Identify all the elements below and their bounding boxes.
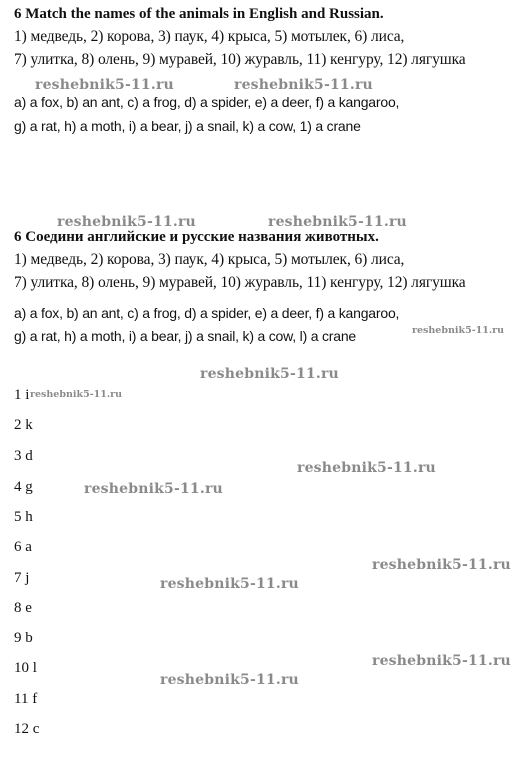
answer-item: 12 c xyxy=(14,721,40,737)
watermark: reshebnik5-11.ru xyxy=(200,366,339,382)
watermark: reshebnik5-11.ru xyxy=(160,672,299,688)
section1-english-line-2: g) a rat, h) a moth, i) a bear, j) a snail, k) a cow, 1) a crane xyxy=(14,118,361,134)
watermark: reshebnik5-11.ru xyxy=(372,557,511,573)
answer-item: 2 k xyxy=(14,417,33,433)
section2-english-line-1: a) a fox, b) an ant, c) a frog, d) a spider, e) a deer, f) a kangaroo, xyxy=(14,305,400,321)
watermark-small: reshebnik5-11.ru xyxy=(30,389,123,400)
section1-heading: 6 Match the names of the animals in English and Russian. xyxy=(14,6,384,22)
watermark: reshebnik5-11.ru xyxy=(57,214,196,230)
section1-russian-line-1: 1) медведь, 2) корова, 3) паук, 4) крыса, 5) мотылек, 6) лиса, xyxy=(14,28,405,45)
answer-item: 10 l xyxy=(14,660,37,676)
answer-item: 5 h xyxy=(14,509,33,525)
watermark-small: reshebnik5-11.ru xyxy=(412,325,505,336)
section1-english-line-1: a) a fox, b) an ant, c) a frog, d) a spider, e) a deer, f) a kangaroo, xyxy=(14,94,400,110)
section2-heading: 6 Соедини английские и русские названия животных. xyxy=(14,229,379,245)
watermark: reshebnik5-11.ru xyxy=(372,653,511,669)
watermark: reshebnik5-11.ru xyxy=(35,77,174,93)
answer-item: 4 g xyxy=(14,479,33,495)
watermark: reshebnik5-11.ru xyxy=(268,214,407,230)
section2-russian-line-2: 7) улитка, 8) олень, 9) муравей, 10) журавль, 11) кенгуру, 12) лягушка xyxy=(14,274,466,291)
answer-item: 1 i xyxy=(14,387,30,403)
section2-english-line-2: g) a rat, h) a moth, i) a bear, j) a snail, k) a cow, l) a crane xyxy=(14,328,357,344)
watermark: reshebnik5-11.ru xyxy=(297,460,436,476)
watermark: reshebnik5-11.ru xyxy=(234,77,373,93)
watermark: reshebnik5-11.ru xyxy=(160,576,299,592)
answer-item: 6 a xyxy=(14,539,32,555)
watermark: reshebnik5-11.ru xyxy=(84,481,223,497)
answer-item: 8 e xyxy=(14,600,32,616)
answer-item: 11 f xyxy=(14,691,38,707)
section1-russian-line-2: 7) улитка, 8) олень, 9) муравей, 10) журавль, 11) кенгуру, 12) лягушка xyxy=(14,51,466,68)
answer-item: 9 b xyxy=(14,630,33,646)
answer-item: 7 j xyxy=(14,570,30,586)
answer-item: 3 d xyxy=(14,448,33,464)
section2-russian-line-1: 1) медведь, 2) корова, 3) паук, 4) крыса, 5) мотылек, 6) лиса, xyxy=(14,251,405,268)
